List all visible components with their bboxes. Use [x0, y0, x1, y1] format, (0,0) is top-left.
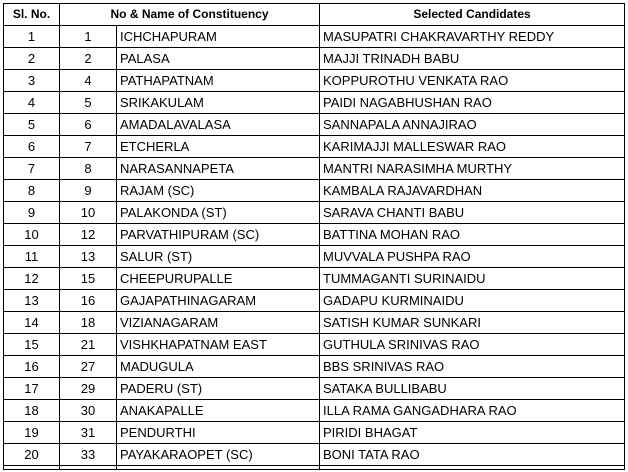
- cell-sl-no: 2: [4, 48, 60, 70]
- table-row: [4, 400, 625, 422]
- table-row: [4, 114, 625, 136]
- cell-candidate: MASUPATRI CHAKRAVARTHY REDDY: [320, 26, 625, 48]
- table-row: [4, 26, 625, 48]
- table-row: [4, 136, 625, 158]
- table-row: [4, 92, 625, 114]
- cell-constituency-name: RAJAM (SC): [117, 180, 320, 202]
- cell-empty: [4, 466, 60, 470]
- cell-sl-no: 16: [4, 356, 60, 378]
- cell-candidate: BBS SRINIVAS RAO: [320, 356, 625, 378]
- table-row: [4, 334, 625, 356]
- cell-sl-no: 9: [4, 202, 60, 224]
- cell-empty: [117, 466, 320, 470]
- cell-candidate: SATAKA BULLIBABU: [320, 378, 625, 400]
- table-row: [4, 290, 625, 312]
- cell-empty: [320, 466, 625, 470]
- cell-constituency-no: 5: [60, 92, 117, 114]
- cell-constituency-no: 1: [60, 26, 117, 48]
- cell-constituency-no: 18: [60, 312, 117, 334]
- table-row: [4, 246, 625, 268]
- cell-empty: [60, 466, 117, 470]
- cell-sl-no: 5: [4, 114, 60, 136]
- cell-constituency-name: PALASA: [117, 48, 320, 70]
- cell-sl-no: 3: [4, 70, 60, 92]
- table-row: [4, 422, 625, 444]
- cell-constituency-no: 10: [60, 202, 117, 224]
- cell-constituency-name: SALUR (ST): [117, 246, 320, 268]
- table-row: [4, 378, 625, 400]
- cell-constituency-no: 27: [60, 356, 117, 378]
- cell-candidate: GUTHULA SRINIVAS RAO: [320, 334, 625, 356]
- table-row: [4, 444, 625, 466]
- cell-constituency-no: 7: [60, 136, 117, 158]
- cell-sl-no: 10: [4, 224, 60, 246]
- table-row: [4, 202, 625, 224]
- cell-candidate: TUMMAGANTI SURINAIDU: [320, 268, 625, 290]
- cell-constituency-no: 29: [60, 378, 117, 400]
- cell-constituency-name: PADERU (ST): [117, 378, 320, 400]
- cell-constituency-no: 12: [60, 224, 117, 246]
- cell-sl-no: 14: [4, 312, 60, 334]
- cell-constituency-name: PAYAKARAOPET (SC): [117, 444, 320, 466]
- cell-sl-no: 8: [4, 180, 60, 202]
- cell-candidate: SANNAPALA ANNAJIRAO: [320, 114, 625, 136]
- cell-constituency-no: 33: [60, 444, 117, 466]
- cell-constituency-name: SRIKAKULAM: [117, 92, 320, 114]
- cell-constituency-name: PENDURTHI: [117, 422, 320, 444]
- table-row-cutoff: [4, 466, 625, 470]
- cell-constituency-name: VIZIANAGARAM: [117, 312, 320, 334]
- candidates-table: [3, 3, 625, 470]
- cell-candidate: SATISH KUMAR SUNKARI: [320, 312, 625, 334]
- cell-sl-no: 13: [4, 290, 60, 312]
- cell-constituency-name: ANAKAPALLE: [117, 400, 320, 422]
- cell-sl-no: 6: [4, 136, 60, 158]
- table-row: [4, 48, 625, 70]
- cell-constituency-name: GAJAPATHINAGARAM: [117, 290, 320, 312]
- cell-candidate: BONI TATA RAO: [320, 444, 625, 466]
- cell-constituency-name: VISHKHAPATNAM EAST: [117, 334, 320, 356]
- cell-candidate: GADAPU KURMINAIDU: [320, 290, 625, 312]
- cell-constituency-name: MADUGULA: [117, 356, 320, 378]
- cell-constituency-no: 13: [60, 246, 117, 268]
- cell-constituency-no: 15: [60, 268, 117, 290]
- header-sl-no: Sl. No.: [4, 4, 60, 26]
- table-row: [4, 158, 625, 180]
- cell-constituency-name: PALAKONDA (ST): [117, 202, 320, 224]
- cell-constituency-name: PARVATHIPURAM (SC): [117, 224, 320, 246]
- cell-constituency-no: 2: [60, 48, 117, 70]
- cell-constituency-no: 6: [60, 114, 117, 136]
- cell-constituency-no: 31: [60, 422, 117, 444]
- table-row: [4, 268, 625, 290]
- table-header-row: [4, 4, 625, 26]
- cell-constituency-no: 4: [60, 70, 117, 92]
- cell-constituency-name: NARASANNAPETA: [117, 158, 320, 180]
- cell-constituency-no: 8: [60, 158, 117, 180]
- cell-sl-no: 12: [4, 268, 60, 290]
- cell-constituency-name: CHEEPURUPALLE: [117, 268, 320, 290]
- header-candidate: Selected Candidates: [320, 4, 625, 26]
- cell-candidate: ILLA RAMA GANGADHARA RAO: [320, 400, 625, 422]
- cell-constituency-no: 30: [60, 400, 117, 422]
- cell-constituency-no: 21: [60, 334, 117, 356]
- cell-candidate: PAIDI NAGABHUSHAN RAO: [320, 92, 625, 114]
- cell-candidate: KARIMAJJI MALLESWAR RAO: [320, 136, 625, 158]
- table-row: [4, 312, 625, 334]
- cell-sl-no: 7: [4, 158, 60, 180]
- cell-sl-no: 17: [4, 378, 60, 400]
- cell-candidate: KOPPUROTHU VENKATA RAO: [320, 70, 625, 92]
- cell-candidate: MANTRI NARASIMHA MURTHY: [320, 158, 625, 180]
- cell-constituency-no: 16: [60, 290, 117, 312]
- cell-candidate: MUVVALA PUSHPA RAO: [320, 246, 625, 268]
- cell-candidate: KAMBALA RAJAVARDHAN: [320, 180, 625, 202]
- cell-constituency-name: ETCHERLA: [117, 136, 320, 158]
- cell-sl-no: 11: [4, 246, 60, 268]
- table-row: [4, 356, 625, 378]
- cell-sl-no: 15: [4, 334, 60, 356]
- cell-candidate: BATTINA MOHAN RAO: [320, 224, 625, 246]
- cell-sl-no: 19: [4, 422, 60, 444]
- cell-candidate: MAJJI TRINADH BABU: [320, 48, 625, 70]
- table-row: [4, 70, 625, 92]
- cell-constituency-name: ICHCHAPURAM: [117, 26, 320, 48]
- header-constituency: No & Name of Constituency: [60, 4, 320, 26]
- cell-constituency-name: PATHAPATNAM: [117, 70, 320, 92]
- cell-sl-no: 4: [4, 92, 60, 114]
- table-row: [4, 180, 625, 202]
- cell-sl-no: 20: [4, 444, 60, 466]
- cell-constituency-name: AMADALAVALASA: [117, 114, 320, 136]
- cell-sl-no: 18: [4, 400, 60, 422]
- cell-candidate: PIRIDI BHAGAT: [320, 422, 625, 444]
- table-row: [4, 224, 625, 246]
- cell-candidate: SARAVA CHANTI BABU: [320, 202, 625, 224]
- cell-sl-no: 1: [4, 26, 60, 48]
- cell-constituency-no: 9: [60, 180, 117, 202]
